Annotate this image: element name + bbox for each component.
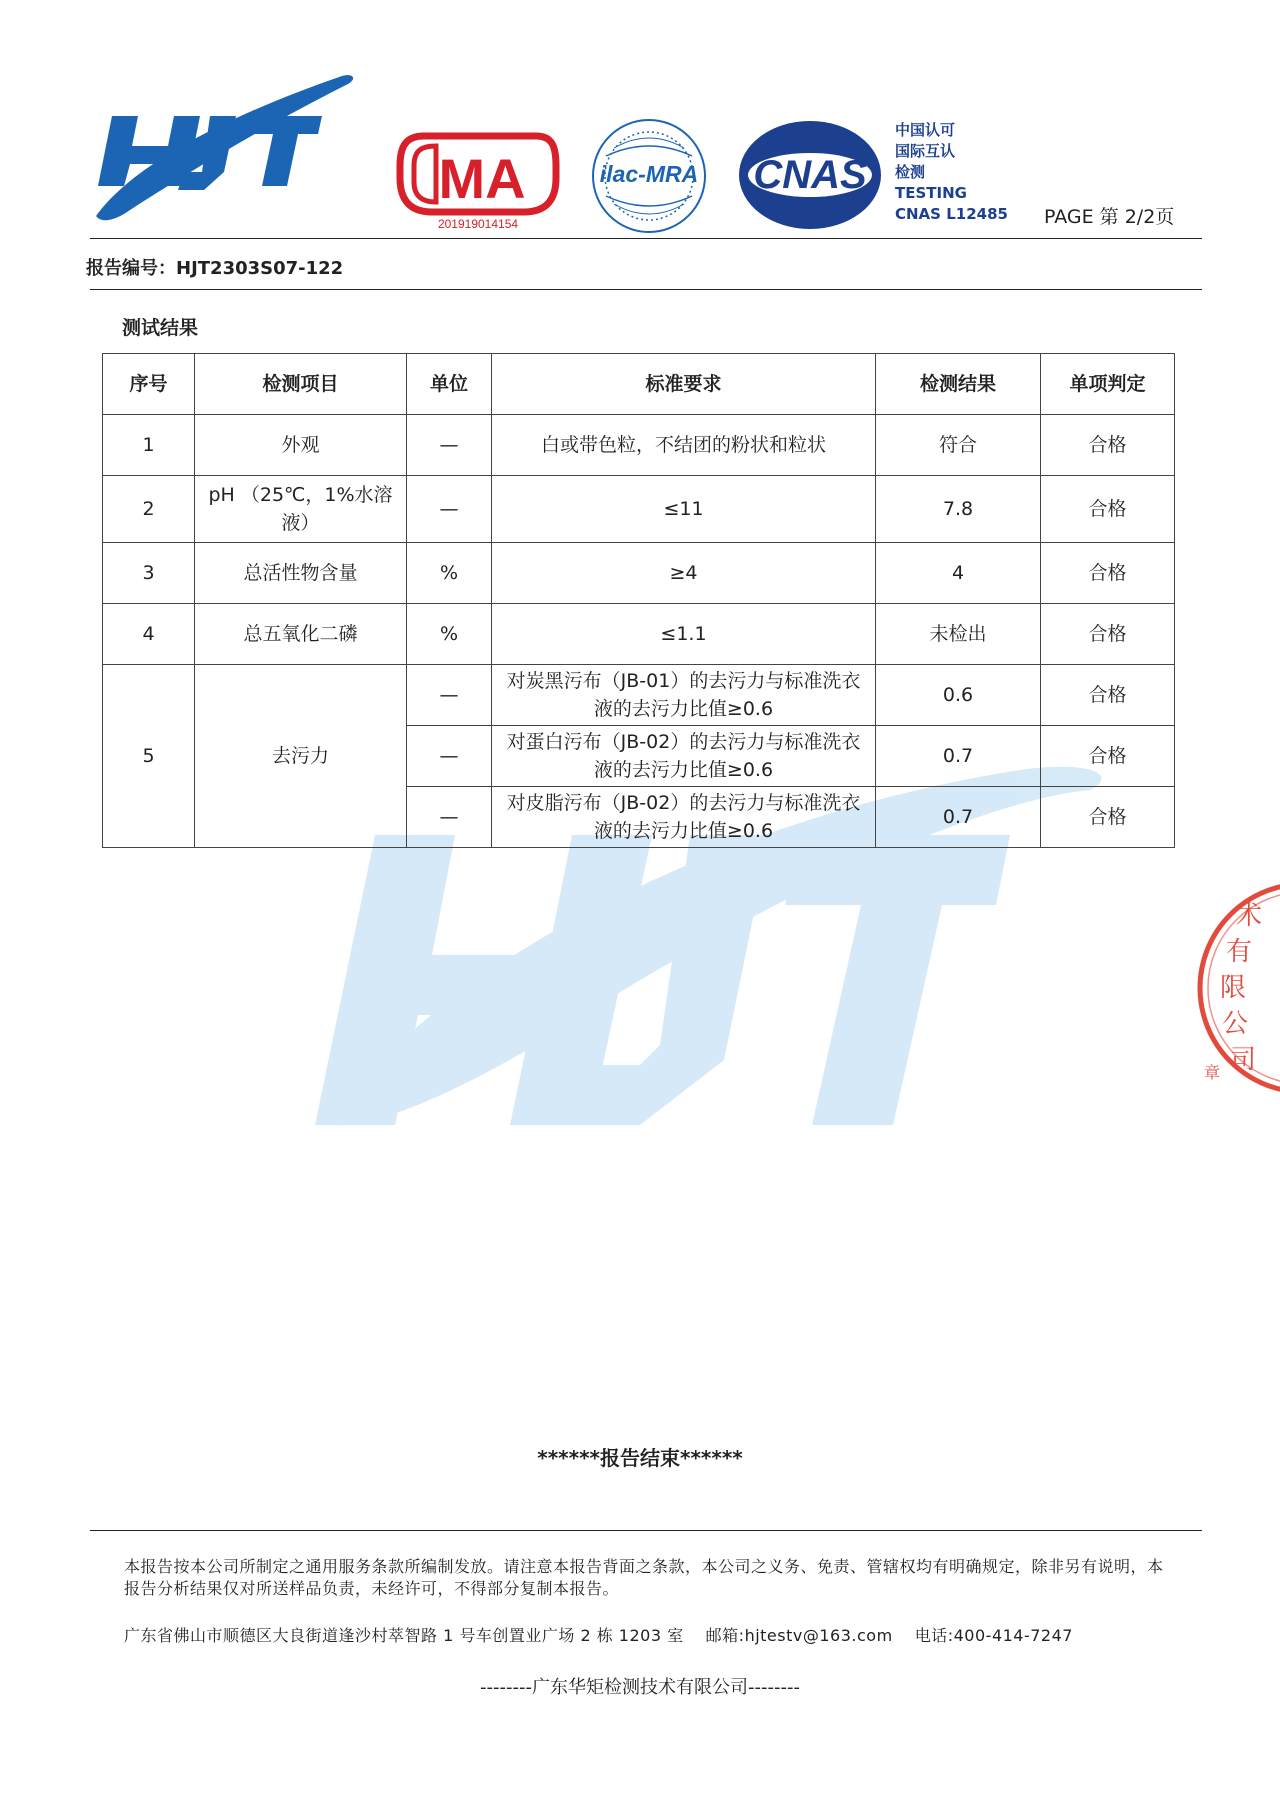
company-name-footer: --------广东华矩检测技术有限公司-------- bbox=[480, 1677, 800, 1698]
cell-unit: % bbox=[407, 604, 492, 665]
cell-unit: — bbox=[407, 476, 492, 543]
cell-unit: — bbox=[407, 787, 492, 848]
cell-requirement: ≤11 bbox=[492, 476, 876, 543]
cell-requirement: 对皮脂污布（JB-02）的去污力与标准洗衣液的去污力比值≥0.6 bbox=[492, 787, 876, 848]
cell-item: 外观 bbox=[195, 415, 407, 476]
cell-item: 总五氧化二磷 bbox=[195, 604, 407, 665]
cell-no: 4 bbox=[103, 604, 195, 665]
cell-item: pH （25℃，1%水溶液） bbox=[195, 476, 407, 543]
cell-judgement: 合格 bbox=[1041, 665, 1175, 726]
table-row bbox=[103, 665, 1175, 726]
cell-unit: — bbox=[407, 665, 492, 726]
cell-judgement: 合格 bbox=[1041, 604, 1175, 665]
cnas-line: 检测 bbox=[895, 163, 926, 181]
table-header-row bbox=[103, 354, 1175, 415]
cell-result: 符合 bbox=[876, 415, 1041, 476]
cnas-logo-text: CNAS bbox=[753, 153, 867, 197]
col-header-no: 序号 bbox=[103, 354, 195, 415]
cell-item: 总活性物含量 bbox=[195, 543, 407, 604]
cell-judgement: 合格 bbox=[1041, 415, 1175, 476]
cma-logo bbox=[396, 126, 560, 234]
cell-result: 未检出 bbox=[876, 604, 1041, 665]
cnas-line: TESTING bbox=[895, 184, 967, 202]
cnas-line: 中国认可 bbox=[895, 121, 956, 139]
cnas-accreditation-text bbox=[895, 120, 1008, 225]
cell-requirement: ≥4 bbox=[492, 543, 876, 604]
section-title: 测试结果 bbox=[122, 317, 199, 339]
cell-judgement: 合格 bbox=[1041, 476, 1175, 543]
cell-unit: — bbox=[407, 726, 492, 787]
report-number: 报告编号：HJT2303S07-122 bbox=[86, 258, 344, 279]
address-contact-text: 广东省佛山市顺德区大良街道逢沙村萃智路 1 号车创置业广场 2 栋 1203 室 邮箱:hjtestv@163.com 电话:400-414-7247 bbox=[124, 1626, 1073, 1645]
footer-divider bbox=[90, 1530, 1202, 1531]
seal-text: 术有限公司 章 bbox=[1196, 878, 1203, 879]
cell-result: 0.7 bbox=[876, 787, 1041, 848]
cell-requirement: ≤1.1 bbox=[492, 604, 876, 665]
disclaimer-text: 本报告按本公司所制定之通用服务条款所编制发放。请注意本报告背面之条款，本公司之义务、免责、管辖权均有明确规定，除非另有说明，本报告分析结果仅对所送样品负责，未经许可，不得部分复制本报告。 bbox=[124, 1557, 1164, 1598]
results-table bbox=[102, 353, 1175, 848]
cnas-logo bbox=[735, 118, 885, 232]
hjt-logo-text: HJT bbox=[90, 68, 92, 69]
cell-no: 3 bbox=[103, 543, 195, 604]
header-divider-top bbox=[90, 238, 1202, 239]
cell-item: 去污力 bbox=[195, 665, 407, 848]
header-divider-bottom bbox=[90, 289, 1202, 290]
watermark-text: HJT bbox=[0, 0, 2, 1]
cnas-line: CNAS L12485 bbox=[895, 205, 1008, 223]
col-header-requirement: 标准要求 bbox=[492, 354, 876, 415]
cell-unit: % bbox=[407, 543, 492, 604]
cma-number: 201919014154 bbox=[437, 217, 519, 231]
cell-unit: — bbox=[407, 415, 492, 476]
table-row bbox=[103, 543, 1175, 604]
cell-no: 2 bbox=[103, 476, 195, 543]
cell-requirement: 白或带色粒，不结团的粉状和粒状 bbox=[492, 415, 876, 476]
col-header-result: 检测结果 bbox=[876, 354, 1041, 415]
cma-logo-text: MA bbox=[438, 147, 526, 210]
cnas-line: 国际互认 bbox=[895, 142, 956, 160]
ilac-mra-text: ilac-MRA bbox=[599, 161, 699, 187]
report-end-marker: ******报告结束****** bbox=[537, 1446, 743, 1470]
cell-result: 0.7 bbox=[876, 726, 1041, 787]
cell-judgement: 合格 bbox=[1041, 787, 1175, 848]
hjt-logo bbox=[90, 68, 360, 228]
svg-text:章: 章 bbox=[1204, 1063, 1221, 1082]
table-row bbox=[103, 415, 1175, 476]
page-number: PAGE 第 2/2页 bbox=[1044, 206, 1175, 228]
cell-requirement: 对蛋白污布（JB-02）的去污力与标准洗衣液的去污力比值≥0.6 bbox=[492, 726, 876, 787]
cell-result: 7.8 bbox=[876, 476, 1041, 543]
table-row bbox=[103, 476, 1175, 543]
cell-no: 5 bbox=[103, 665, 195, 848]
cell-result: 0.6 bbox=[876, 665, 1041, 726]
svg-text:术 有 限 公 司: 术 有 限 公 司 bbox=[1220, 901, 1263, 1075]
col-header-unit: 单位 bbox=[407, 354, 492, 415]
cell-no: 1 bbox=[103, 415, 195, 476]
company-seal bbox=[1196, 878, 1280, 1098]
table-row bbox=[103, 604, 1175, 665]
col-header-judgement: 单项判定 bbox=[1041, 354, 1175, 415]
cell-judgement: 合格 bbox=[1041, 726, 1175, 787]
cell-judgement: 合格 bbox=[1041, 543, 1175, 604]
cell-result: 4 bbox=[876, 543, 1041, 604]
ilac-mra-logo bbox=[584, 116, 714, 236]
col-header-item: 检测项目 bbox=[195, 354, 407, 415]
cell-requirement: 对炭黑污布（JB-01）的去污力与标准洗衣液的去污力比值≥0.6 bbox=[492, 665, 876, 726]
